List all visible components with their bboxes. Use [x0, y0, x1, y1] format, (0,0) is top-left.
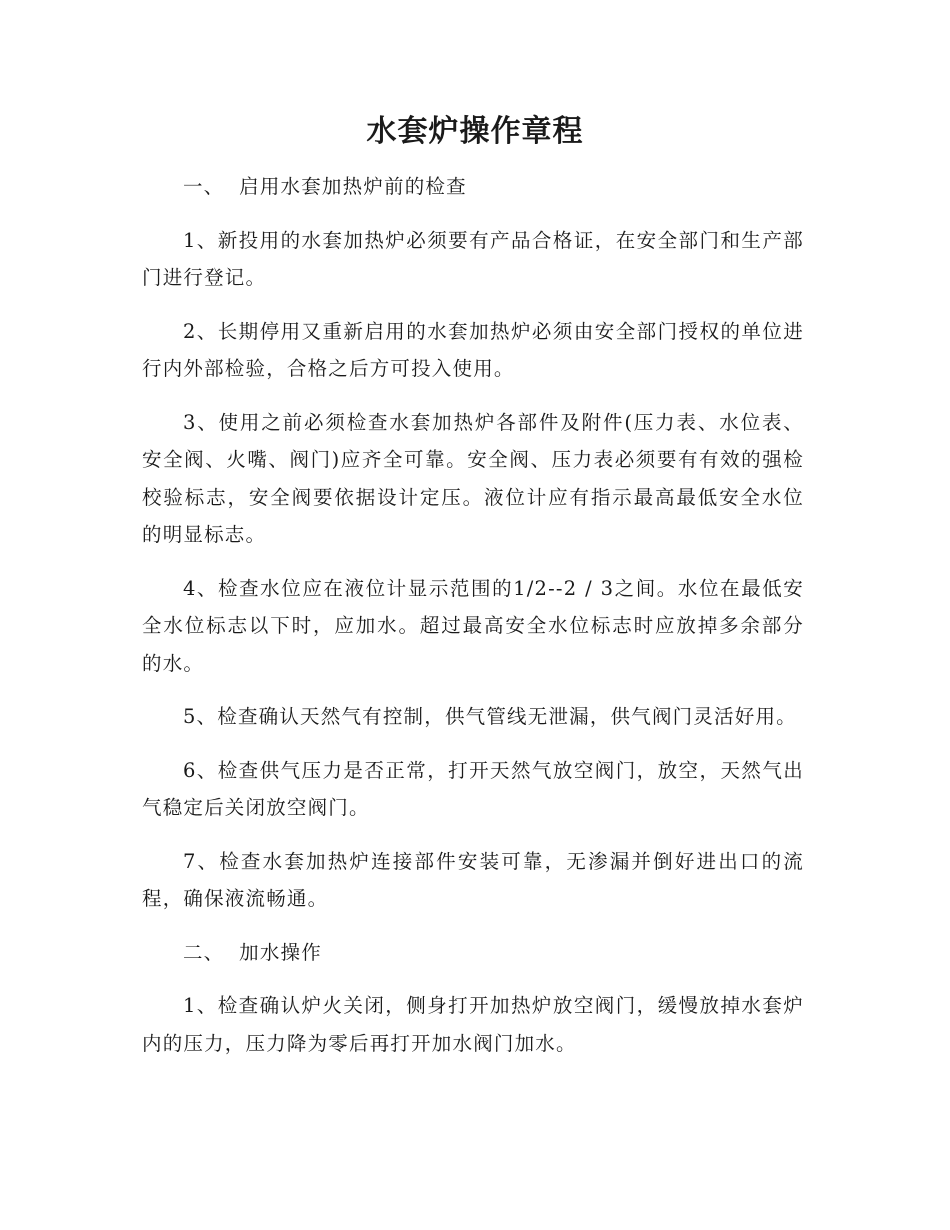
paragraph-1-5: 5、检查确认天然气有控制，供气管线无泄漏，供气阀门灵活好用。 [182, 705, 797, 728]
section-heading-2: 二、 加水操作 [182, 940, 322, 964]
paragraph-1-7: 7、检查水套加热炉连接部件安装可靠，无渗漏并倒好进出口的流程，确保液流畅通。 [142, 849, 804, 910]
document-body [142, 168, 804, 1078]
section-heading-1: 一、 启用水套加热炉前的检查 [182, 175, 467, 198]
paragraph-1-6: 6、检查供气压力是否正常，打开天然气放空阀门，放空，天然气出气稳定后关闭放空阀门。 [142, 758, 804, 819]
paragraph-1-2: 2、长期停用又重新启用的水套加热炉必须由安全部门授权的单位进行内外部检验，合格之后方可投入使用。 [142, 319, 804, 380]
paragraph-1-3: 3、使用之前必须检查水套加热炉各部件及附件(压力表、水位表、安全阀、火嘴、阀门)应齐全可靠。安全阀、压力表必须要有有效的强检校验标志，安全阀要依据设计定压。液位计应有指示最高最低安全水位的明显标志。 [142, 410, 804, 546]
document-title: 水套炉操作章程 [366, 114, 584, 149]
paragraph-1-4: 4、检查水位应在液位计显示范围的1/2--2 / 3之间。水位在最低安全水位标志以下时，应加水。超过最高安全水位标志时应放掉多余部分的水。 [142, 576, 804, 675]
paragraph-1-1: 1、新投用的水套加热炉必须要有产品合格证，在安全部门和生产部门进行登记。 [142, 228, 804, 289]
paragraph-2-1: 1、检查确认炉火关闭，侧身打开加热炉放空阀门，缓慢放掉水套炉内的压力，压力降为零后再打开加水阀门加水。 [142, 994, 804, 1055]
